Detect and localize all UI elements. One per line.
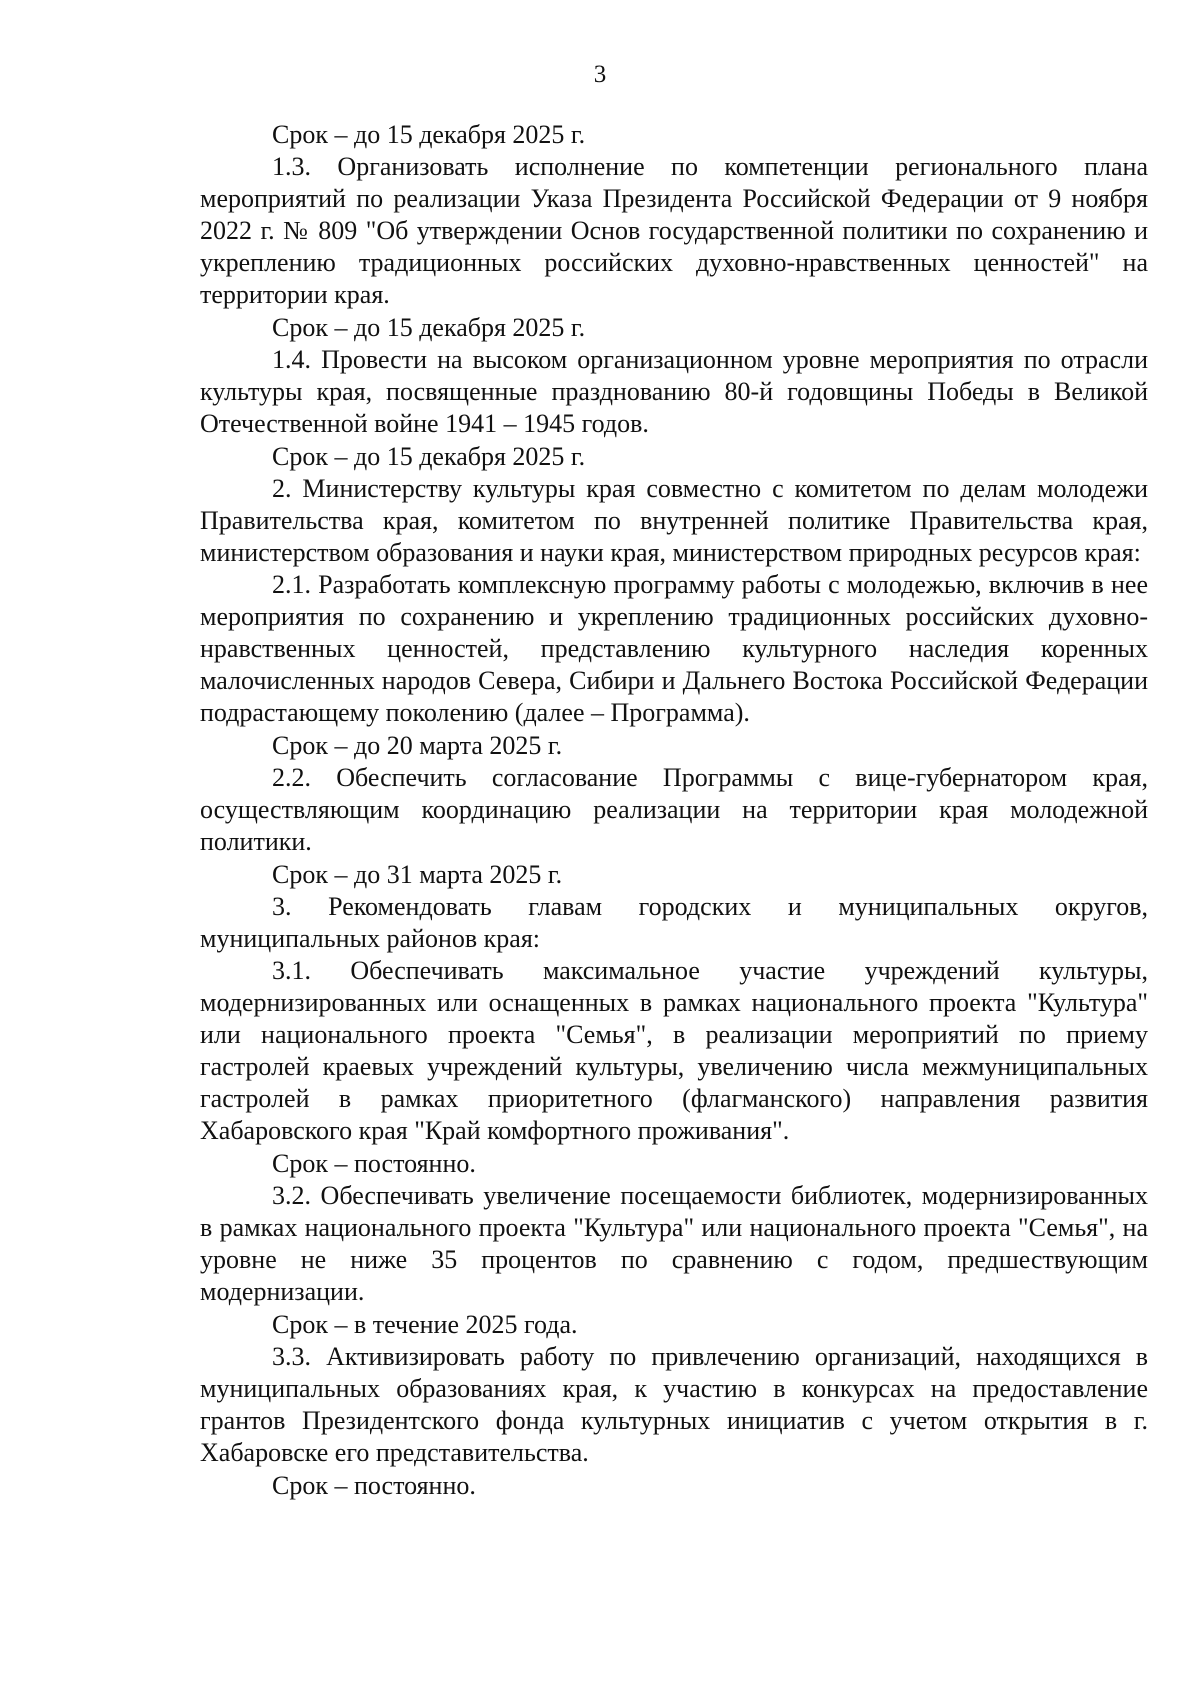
paragraph-1-4: 1.4. Провести на высоком организационном уровне мероприятия по отрасли культуры края, посвященные празднованию 80-й годовщины Победы в Великой Отечественной войне 1941 – 1945 годов.	[200, 345, 1148, 438]
deadline-line: Срок – до 15 декабря 2025 г.	[272, 442, 586, 471]
deadline-line: Срок – постоянно.	[272, 1149, 476, 1178]
paragraph-2-2: 2.2. Обеспечить согласование Программы с вице-губернатором края, осуществляющим координацию реализации на территории края молодежной политики.	[200, 763, 1148, 856]
deadline-line: Срок – до 20 марта 2025 г.	[272, 731, 563, 760]
paragraph-3-1: 3.1. Обеспечивать максимальное участие учреждений культуры, модернизированных или оснащенных в рамках национального проекта "Культура" или национального проекта "Семья", в реализации мероприятий по приему гастролей краевых учреждений культуры, увеличению числа межмуниципальных гастролей в рамках приоритетного (флагманского) направления развития Хабаровского края "Край комфортного проживания".	[200, 956, 1148, 1145]
paragraph-3-2: 3.2. Обеспечивать увеличение посещаемости библиотек, модернизированных в рамках национального проекта "Культура" или национального проекта "Семья", на уровне не ниже 35 процентов по сравнению с годом, предшествующим модернизации.	[200, 1181, 1148, 1306]
paragraph-2: 2. Министерству культуры края совместно с комитетом по делам молодежи Правительства края, комитетом по внутренней политике Правительства края, министерством образования и науки края, министерством природных ресурсов края:	[200, 474, 1148, 567]
page-number: 3	[593, 61, 607, 88]
paragraph-1-3: 1.3. Организовать исполнение по компетенции регионального плана мероприятий по реализации Указа Президента Российской Федерации от 9 ноября 2022 г. № 809 "Об утверждении Основ государственной политики по сохранению и укреплению традиционных российских духовно-нравственных ценностей" на территории края.	[200, 152, 1148, 309]
deadline-line: Срок – до 15 декабря 2025 г.	[272, 120, 586, 149]
deadline-line: Срок – в течение 2025 года.	[272, 1310, 578, 1339]
deadline-line: Срок – до 31 марта 2025 г.	[272, 860, 563, 889]
paragraph-3-3: 3.3. Активизировать работу по привлечению организаций, находящихся в муниципальных образованиях края, к участию в конкурсах на предоставление грантов Президентского фонда культурных инициатив с учетом открытия в г. Хабаровске его представительства.	[200, 1342, 1148, 1467]
paragraph-2-1: 2.1. Разработать комплексную программу работы с молодежью, включив в нее мероприятия по сохранению и укреплению традиционных российских духовно-нравственных ценностей, представлению культурного наследия коренных малочисленных народов Севера, Сибири и Дальнего Востока Российской Федерации подрастающему поколению (далее – Программа).	[200, 570, 1148, 727]
document-body	[200, 118, 1148, 1502]
deadline-line: Срок – постоянно.	[272, 1471, 476, 1500]
paragraph-3: 3. Рекомендовать главам городских и муниципальных округов, муниципальных районов края:	[200, 892, 1148, 953]
deadline-line: Срок – до 15 декабря 2025 г.	[272, 313, 586, 342]
